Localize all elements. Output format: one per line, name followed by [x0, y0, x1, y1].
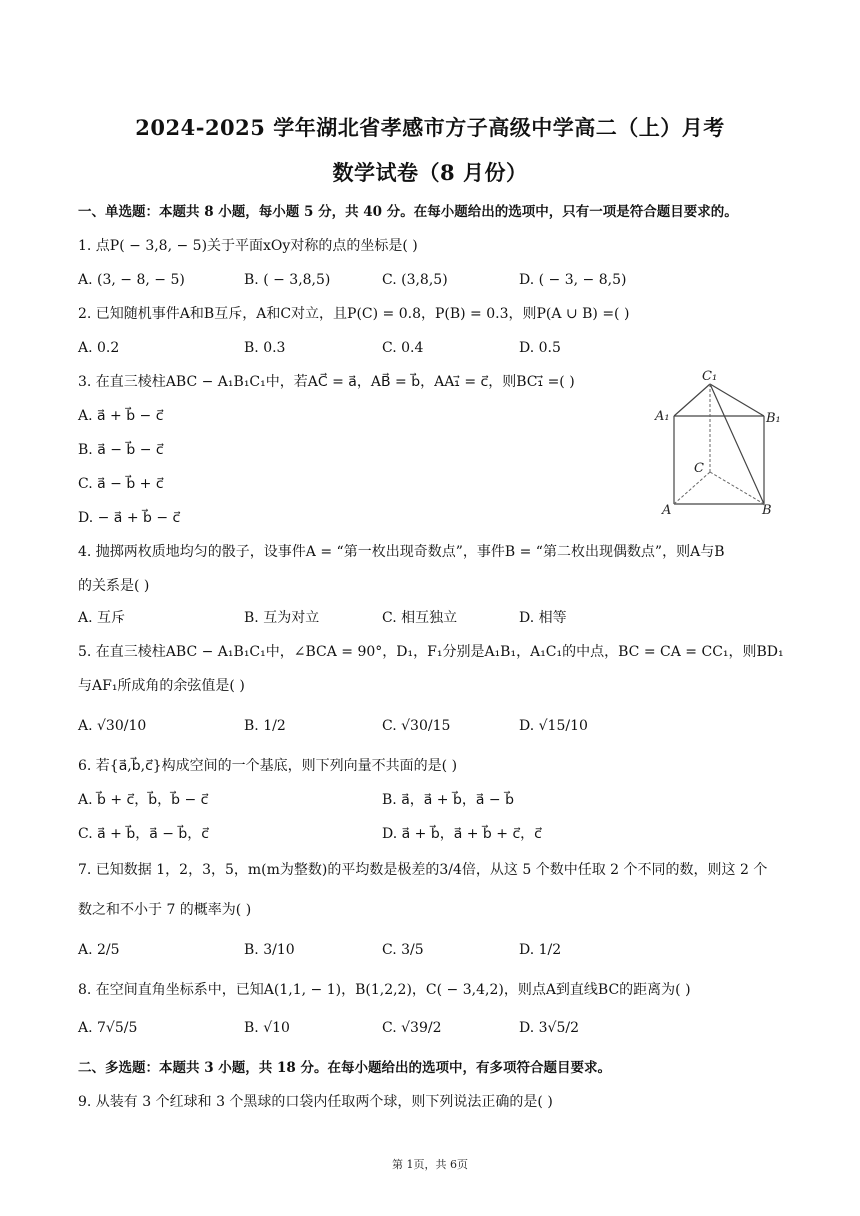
q5-option-a: A. √30/10 — [78, 718, 147, 734]
edge-cb-hidden — [710, 472, 764, 504]
question-5-stem-cont: 与AF₁所成角的余弦值是( ) — [78, 678, 245, 694]
question-9-stem: 9. 从装有 3 个红球和 3 个黑球的口袋内任取两个球，则下列说法正确的是( ) — [78, 1094, 553, 1110]
edge-c1b1 — [710, 384, 764, 416]
question-2-stem: 2. 已知随机事件A和B互斥，A和C对立，且P(C) = 0.8，P(B) = 0.3，则P(A ∪ B) =( ) — [78, 306, 630, 322]
q2-option-b: B. 0.3 — [244, 340, 286, 356]
question-1-stem: 1. 点P( − 3,8, − 5)关于平面xOy对称的点的坐标是( ) — [78, 238, 418, 254]
q8-option-b: B. √10 — [244, 1020, 290, 1036]
label-a: A — [662, 503, 672, 518]
q3-option-b: B. a⃗ − b⃗ − c⃗ — [78, 442, 164, 458]
q1-option-a: A. (3, − 8, − 5) — [78, 272, 185, 288]
q6-option-d: D. a⃗ + b⃗，a⃗ + b⃗ + c⃗，c⃗ — [382, 826, 542, 842]
section1-heading: 一、单选题：本题共 8 小题，每小题 5 分，共 40 分。在每小题给出的选项中，只有一项是符合题目要求的。 — [78, 204, 738, 220]
label-a1: A₁ — [655, 409, 670, 424]
q6-option-a: A. b⃗ + c⃗，b⃗，b⃗ − c⃗ — [78, 792, 209, 808]
q5-option-d: D. √15/10 — [519, 718, 588, 734]
question-7-stem: 7. 已知数据 1，2，3，5，m(m为整数)的平均数是极差的3/4倍，从这 5 个数中任取 2 个不同的数，则这 2 个 — [78, 862, 768, 878]
q2-option-d: D. 0.5 — [519, 340, 561, 356]
q2-option-c: C. 0.4 — [382, 340, 424, 356]
triangular-prism-figure — [652, 366, 786, 518]
q7-option-c: C. 3/5 — [382, 942, 424, 958]
page-footer: 第 1页，共 6页 — [392, 1158, 468, 1171]
q3-option-d: D. − a⃗ + b⃗ − c⃗ — [78, 510, 181, 526]
question-7-stem-cont: 数之和不小于 7 的概率为( ) — [78, 902, 252, 918]
q3-option-c: C. a⃗ − b⃗ + c⃗ — [78, 476, 164, 492]
q1-option-c: C. (3,8,5) — [382, 272, 448, 288]
q7-option-b: B. 3/10 — [244, 942, 295, 958]
q4-option-c: C. 相互独立 — [382, 610, 458, 626]
q8-option-d: D. 3√5/2 — [519, 1020, 579, 1036]
q2-option-a: A. 0.2 — [78, 340, 120, 356]
question-8-stem: 8. 在空间直角坐标系中，已知A(1,1, − 1)，B(1,2,2)，C( − 3,4,2)，则点A到直线BC的距离为( ) — [78, 982, 691, 998]
q8-option-a: A. 7√5/5 — [78, 1020, 138, 1036]
q3-option-a: A. a⃗ + b⃗ − c⃗ — [78, 408, 164, 424]
exam-title-line2: 数学试卷（8 月份） — [332, 160, 528, 185]
label-b1: B₁ — [766, 411, 781, 426]
label-c: C — [694, 461, 704, 476]
q8-option-c: C. √39/2 — [382, 1020, 442, 1036]
question-6-stem: 6. 若{a⃗,b⃗,c⃗}构成空间的一个基底，则下列向量不共面的是( ) — [78, 758, 458, 774]
label-c1: C₁ — [702, 369, 718, 384]
edge-bc1 — [710, 384, 764, 504]
label-b: B — [762, 503, 772, 518]
q4-option-d: D. 相等 — [519, 610, 567, 626]
question-4-stem-cont: 的关系是( ) — [78, 578, 150, 594]
q6-option-c: C. a⃗ + b⃗，a⃗ − b⃗，c⃗ — [78, 826, 210, 842]
q1-option-b: B. ( − 3,8,5) — [244, 272, 331, 288]
question-5-stem: 5. 在直三棱柱ABC − A₁B₁C₁中，∠BCA = 90°，D₁，F₁分别是A₁B₁，A₁C₁的中点，BC = CA = CC₁，则BD₁ — [78, 644, 784, 660]
edge-a1c1 — [674, 384, 710, 416]
edge-ac-hidden — [674, 472, 710, 504]
q5-option-c: C. √30/15 — [382, 718, 451, 734]
q7-option-a: A. 2/5 — [78, 942, 120, 958]
q4-option-b: B. 互为对立 — [244, 610, 320, 626]
question-3-stem: 3. 在直三棱柱ABC − A₁B₁C₁中，若AC⃗ = a⃗，AB⃗ = b⃗，AA₁⃗ = c⃗，则BC₁⃗ =( ) — [78, 374, 575, 390]
question-4-stem: 4. 抛掷两枚质地均匀的骰子，设事件A = “第一枚出现奇数点”，事件B = “第二枚出现偶数点”，则A与B — [78, 544, 725, 560]
q7-option-d: D. 1/2 — [519, 942, 562, 958]
q1-option-d: D. ( − 3, − 8,5) — [519, 272, 627, 288]
q5-option-b: B. 1/2 — [244, 718, 286, 734]
q4-option-a: A. 互斥 — [78, 610, 126, 626]
section2-heading: 二、多选题：本题共 3 小题，共 18 分。在每小题给出的选项中，有多项符合题目要求。 — [78, 1060, 611, 1076]
exam-title-line1: 2024-2025 学年湖北省孝感市方子高级中学高二（上）月考 — [135, 115, 725, 140]
q6-option-b: B. a⃗，a⃗ + b⃗，a⃗ − b⃗ — [382, 792, 514, 808]
